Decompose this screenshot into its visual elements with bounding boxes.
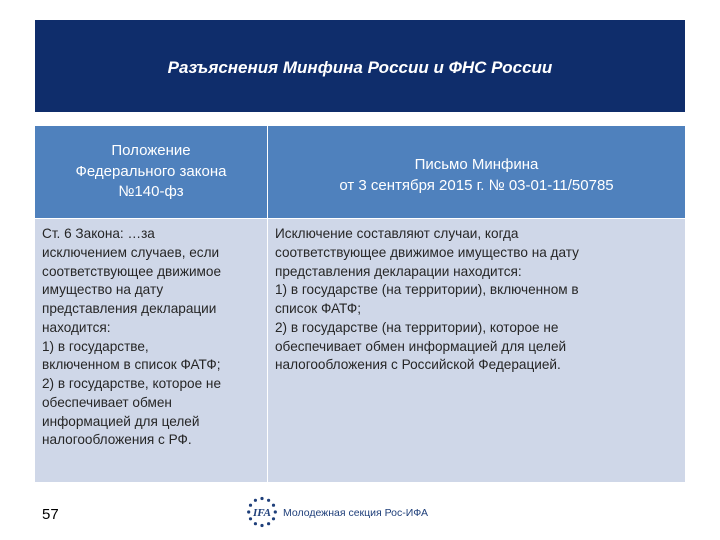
footer-organization: Молодежная секция Рос-ИФА xyxy=(283,507,429,519)
table-header-row xyxy=(35,126,685,218)
title-banner xyxy=(35,20,685,112)
table-cell-law: Ст. 6 Закона: …за исключением случаев, если соответствующее движимое имущество на дату представления декларации находится: 1) в государстве, включенном в список ФАТФ; 2) в государстве, которое не обеспечивает обмен информацией для целей налогообложения с РФ. xyxy=(35,219,267,482)
table-header-letter-text: Письмо Минфина от 3 сентября 2015 г. № 03-01-11/50785 xyxy=(339,156,614,194)
table-header-law-text: Положение Федерального закона №140-фз xyxy=(75,141,227,201)
table-row xyxy=(35,219,685,482)
ifa-logo-icon xyxy=(246,496,278,528)
table-cell-letter: Исключение составляют случаи, когда соответствующее движимое имущество на дату представления декларации находится: 1) в государстве (на территории), включенном в список ФАТФ; 2) в государстве (на территории), которое не обеспечивает обмен информацией для целей налогообложения с Российской Федерацией. xyxy=(268,219,685,482)
page-number: 57 xyxy=(42,506,59,523)
table-header-law xyxy=(35,126,267,218)
ifa-logo-text: IFA xyxy=(253,507,271,519)
comparison-table xyxy=(35,126,685,482)
slide-title: Разъяснения Минфина России и ФНС России xyxy=(167,58,553,77)
table-header-letter xyxy=(268,126,685,218)
